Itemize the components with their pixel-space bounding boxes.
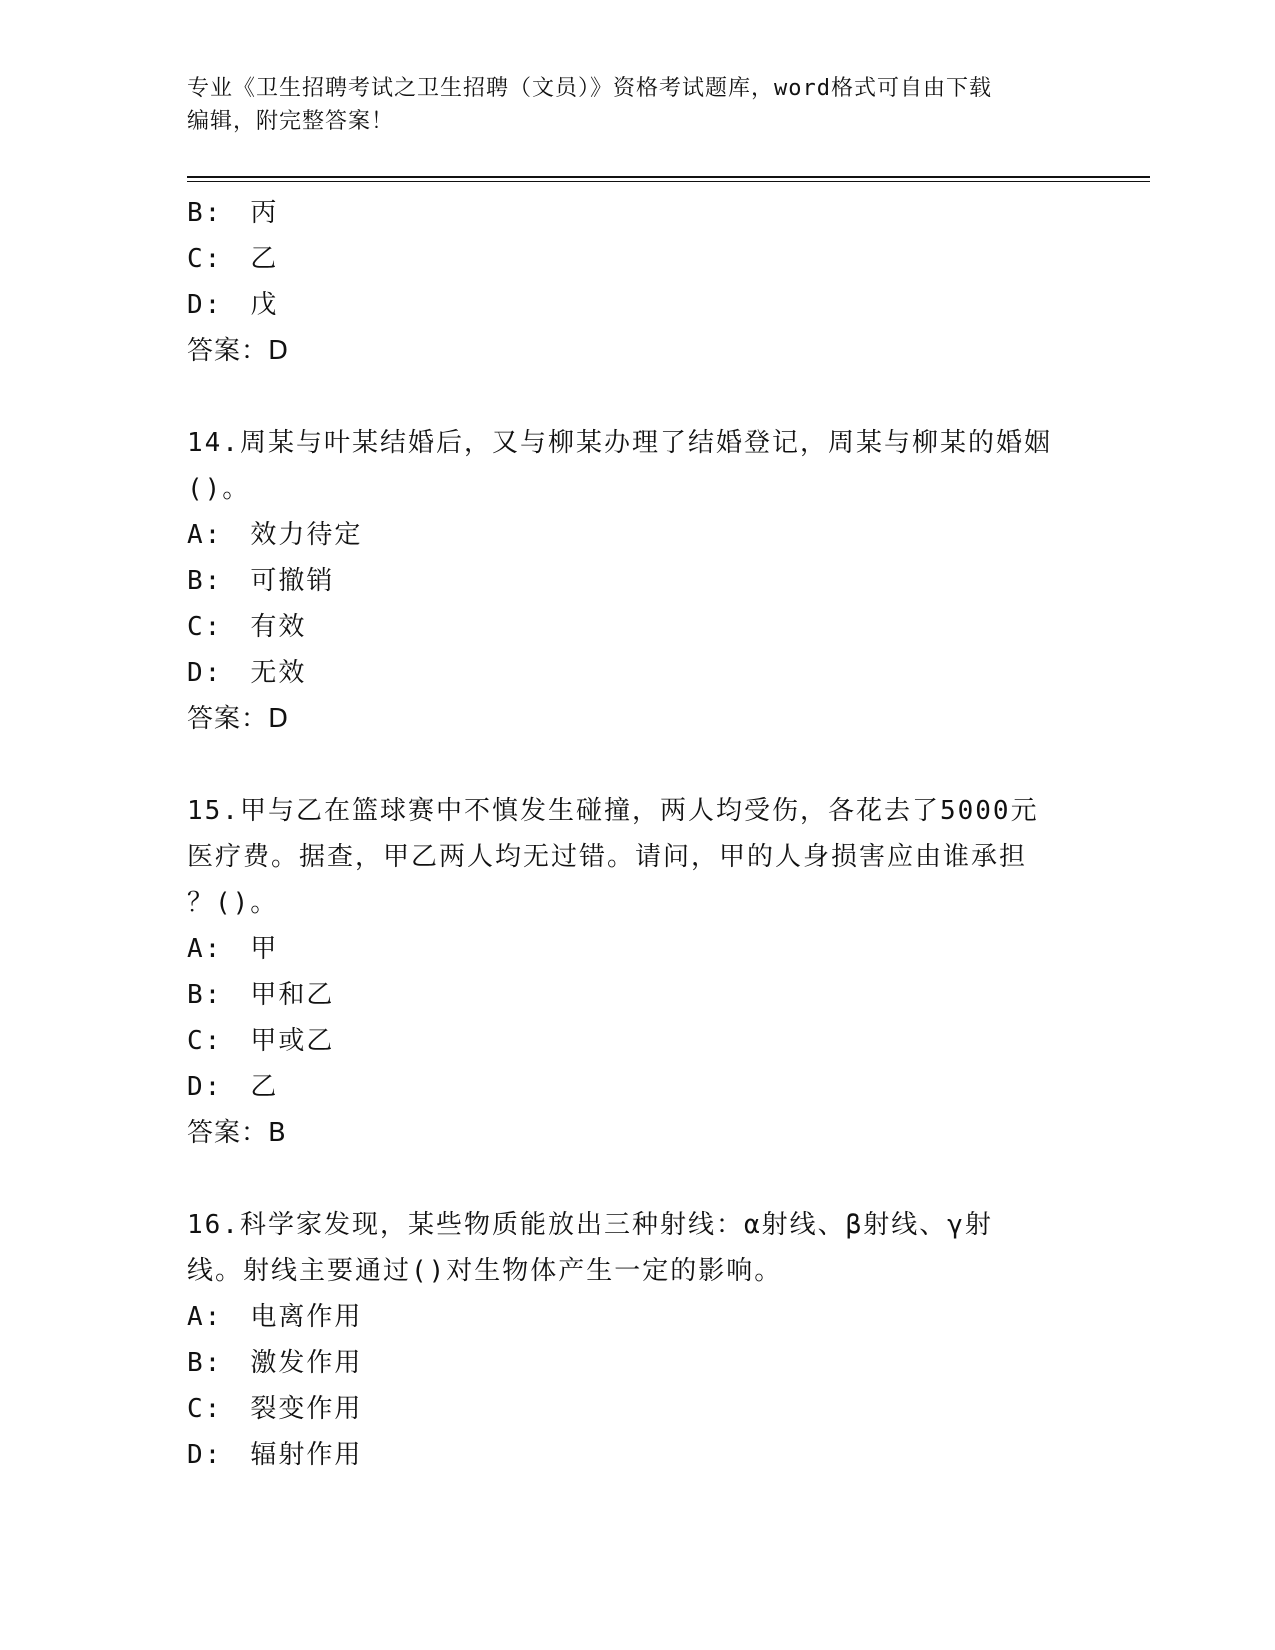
option-text: 电离作用 [250, 1302, 363, 1332]
header-rule-thin [187, 181, 1150, 182]
option-c [187, 1018, 1067, 1064]
question-text-line: ？()。 [187, 888, 279, 918]
option-b [187, 972, 1067, 1018]
option-c [187, 1386, 1067, 1432]
option-a [187, 926, 1067, 972]
answer-line: 答案：D [187, 336, 290, 366]
option-d [187, 1432, 1067, 1478]
answer-line: 答案：D [187, 704, 290, 734]
option-b [187, 1340, 1067, 1386]
option-letter: D: [187, 658, 223, 688]
option-letter: B: [187, 1348, 223, 1378]
question-list [187, 190, 1067, 1478]
option-letter: A: [187, 934, 223, 964]
question-text-line: 14.周某与叶某结婚后，又与柳某办理了结婚登记，周某与柳某的婚姻 [187, 428, 1052, 458]
option-text: 甲或乙 [250, 1026, 335, 1056]
document-header [187, 72, 1067, 138]
option-text: 乙 [250, 1072, 279, 1102]
answer-line: 答案：B [187, 1118, 287, 1148]
option-letter: B: [187, 980, 223, 1010]
option-a [187, 512, 1067, 558]
option-text: 可撤销 [250, 566, 335, 596]
question-text-line: 16.科学家发现，某些物质能放出三种射线：α射线、β射线、γ射 [187, 1210, 993, 1240]
header-line-1: 专业《卫生招聘考试之卫生招聘（文员）》资格考试题库，word格式可自由下载 [187, 76, 992, 101]
option-letter: A: [187, 520, 223, 550]
question-16 [187, 1202, 1067, 1478]
option-letter: C: [187, 244, 223, 274]
option-b [187, 190, 1067, 236]
option-text: 有效 [250, 612, 307, 642]
option-c [187, 604, 1067, 650]
question-14 [187, 420, 1067, 742]
question-15 [187, 788, 1067, 1156]
option-text: 激发作用 [250, 1348, 363, 1378]
option-c [187, 236, 1067, 282]
option-letter: C: [187, 1026, 223, 1056]
option-text: 丙 [250, 198, 279, 228]
option-b [187, 558, 1067, 604]
prev-question [187, 190, 1067, 374]
option-text: 效力待定 [250, 520, 363, 550]
option-text: 戊 [250, 290, 279, 320]
option-text: 甲和乙 [250, 980, 335, 1010]
option-text: 辐射作用 [250, 1440, 363, 1470]
option-letter: A: [187, 1302, 223, 1332]
option-letter: C: [187, 612, 223, 642]
option-d [187, 1064, 1067, 1110]
option-d [187, 650, 1067, 696]
option-text: 无效 [250, 658, 307, 688]
header-line-2: 编辑，附完整答案！ [187, 109, 395, 134]
question-text-line: 15.甲与乙在篮球赛中不慎发生碰撞，两人均受伤，各花去了5000元 [187, 796, 1039, 826]
option-text: 裂变作用 [250, 1394, 363, 1424]
question-text-line: 医疗费。据查，甲乙两人均无过错。请问，甲的人身损害应由谁承担 [187, 842, 1028, 872]
question-text-line: 线。射线主要通过()对生物体产生一定的影响。 [187, 1256, 783, 1286]
option-letter: B: [187, 566, 223, 596]
header-rule-thick [187, 176, 1150, 178]
option-letter: D: [187, 1440, 223, 1470]
question-text-line: ()。 [187, 474, 251, 504]
option-text: 乙 [250, 244, 279, 274]
option-letter: D: [187, 1072, 223, 1102]
option-letter: D: [187, 290, 223, 320]
option-a [187, 1294, 1067, 1340]
option-letter: B: [187, 198, 223, 228]
option-letter: C: [187, 1394, 223, 1424]
option-d [187, 282, 1067, 328]
option-text: 甲 [250, 934, 279, 964]
